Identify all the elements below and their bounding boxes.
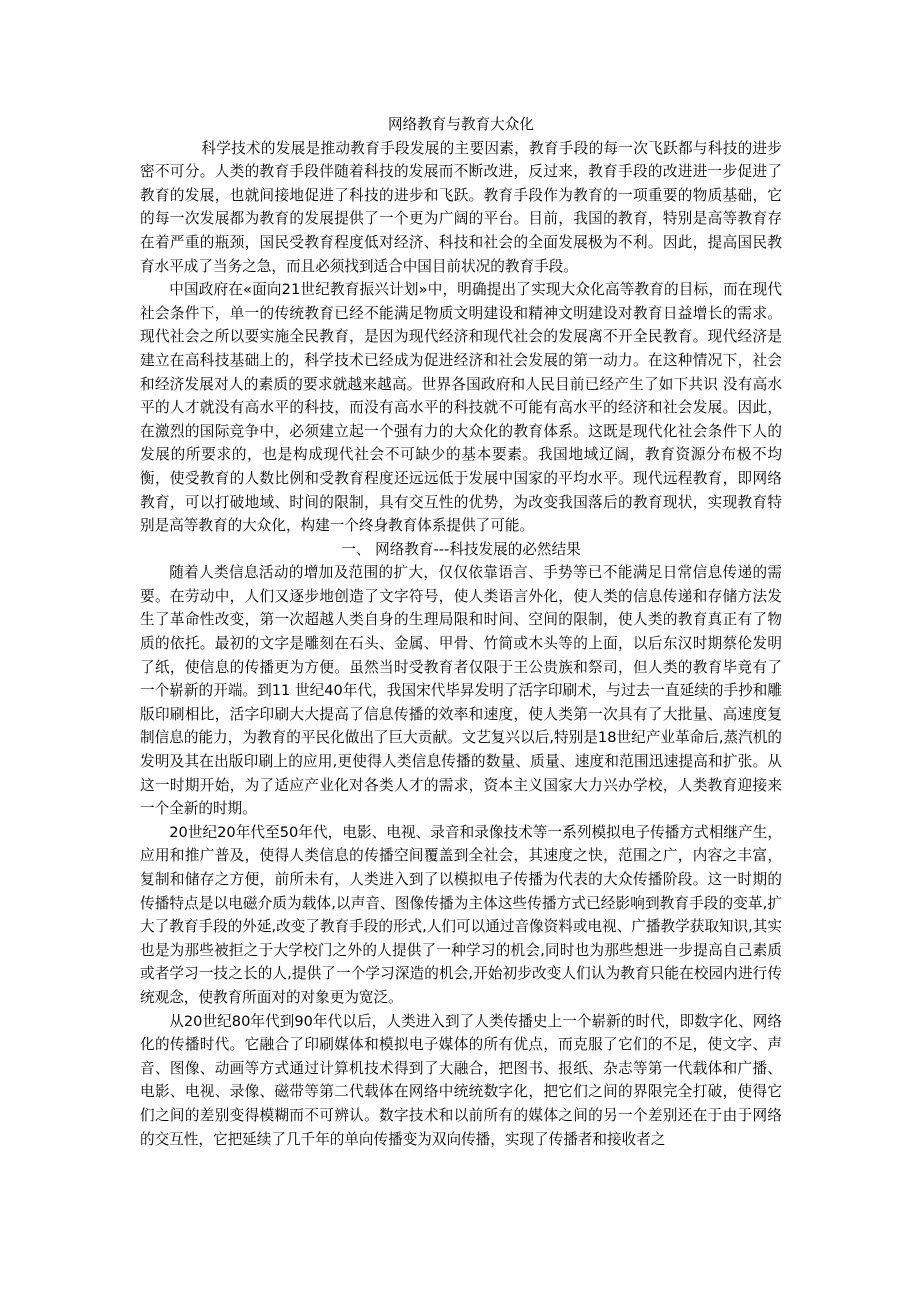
document-body — [140, 113, 782, 1151]
paragraph-electronic-media: 20世纪20年代至50年代，电影、电视、录音和录像技术等一系列模拟电子传播方式相继产生，应用和推广普及，使得人类信息的传播空间覆盖到全社会，其速度之快，范围之广，内容之丰富，复制和储存之方便，前所未有，人类进入到了以模拟电子传播为代表的大众传播阶段。这一时期的传播特点是以电磁介质为载体,以声音、图像传播为主体这些传播方式已经影响到教育手段的变革,扩大了教育手段的外延,改变了教育手段的形式,人们可以通过音像资料或电视、广播教学获取知识,其实也是为那些被拒之于大学校门之外的人提供了一种学习的机会,同时也为那些想进一步提高自己素质或者学习一技之长的人,提供了一个学习深造的机会,开始初步改变人们认为教育只能在校园内进行传统观念，使教育所面对的对象更为宽泛。 — [140, 823, 782, 1006]
document-title: 网络教育与教育大众化 — [388, 116, 534, 133]
paragraph-intro: 科学技术的发展是推动教育手段发展的主要因素，教育手段的每一次飞跃都与科技的进步密不可分。人类的教育手段伴随着科技的发展而不断改进，反过来，教育手段的改进进一步促进了教育的发展，也就间接地促进了科技的进步和飞跃。教育手段作为教育的一项重要的物质基础，它的每一次发展都为教育的发展提供了一个更为广阔的平台。目前，我国的教育，特别是高等教育存在着严重的瓶颈，国民受教育程度低对经济、科技和社会的全面发展极为不利。因此，提高国民教育水平成了当务之急，而且必须找到适合中国目前状况的教育手段。 — [140, 139, 782, 275]
paragraph-government-plan: 中国政府在«面向21世纪教育振兴计划»中，明确提出了实现大众化高等教育的目标，而在现代社会条件下，单一的传统教育已经不能满足物质文明建设和精神文明建设对教育日益增长的需求。现代社会之所以要实施全民教育，是因为现代经济和现代社会的发展离不开全民教育。现代经济是建立在高科技基础上的，科学技术已经成为促进经济和社会发展的第一动力。在这种情况下，社会和经济发展对人的素质的要求就越来越高。世界各国政府和人民目前已经产生了如下共识 没有高水平的人才就没有高水平的科技，而没有高水平的科技就不可能有高水平的经济和社会发展。因此，在激烈的国际竞争中，必须建立起一个强有力的大众化的教育体系。这既是现代化社会条件下人的发展的所要求的，也是构成现代社会不可缺少的基本要素。我国地域辽阔，教育资源分布极不均衡，使受教育的人数比例和受教育程度还远远低于发展中国家的平均水平。现代远程教育，即网络教育，可以打破地域、时间的限制，具有交互性的优势，为改变我国落后的教育现状，实现教育特别是高等教育的大众化，构建一个终身教育体系提供了可能。 — [140, 281, 782, 535]
paragraph-digital-era: 从20世纪80年代到90年代以后，人类进入到了人类传播史上一个崭新的时代，即数字化、网络化的传播时代。它融合了印刷媒体和模拟电子媒体的所有优点，而克服了它们的不足，使文字、声音、图像、动画等方式通过计算机技术得到了大融合，把图书、报纸、杂志等第一代载体和广播、电影、电视、录像、磁带等第二代载体在网络中统统数字化，把它们之间的界限完全打破，使得它们之间的差别变得模糊而不可辨认。数字技术和以前所有的媒体之间的另一个差别还在于由于网络的交互性，它把延续了几千年的单向传播变为双向传播，实现了传播者和接收者之 — [140, 1012, 782, 1148]
paragraph-history-writing: 随着人类信息活动的增加及范围的扩大，仅仅依靠语言、手势等已不能满足日常信息传递的需要。在劳动中，人们又逐步地创造了文字符号，使人类语言外化，使人类的信息传递和存储方法发生了革命性改变，第一次超越人类自身的生理局限和时间、空间的限制，使人类的教育真正有了物质的依托。最初的文字是雕刻在石头、金属、甲骨、竹简或木头等的上面，以后东汉时期蔡伦发明了纸，使信息的传播更为方便。虽然当时受教育者仅限于王公贵族和祭司，但人类的教育毕竟有了一个崭新的开端。到11 世纪40年代，我国宋代毕昇发明了活字印刷术，与过去一直延续的手抄和雕版印刷相比，活字印刷大大提高了信息传播的效率和速度，使人类第一次具有了大批量、高速度复制信息的能力，为教育的平民化做出了巨大贡献。文艺复兴以后,特别是18世纪产业革命后,蒸汽机的发明及其在出版印刷上的应用,更使得人类信息传播的数量、质量、速度和范围迅速提高和扩张。从这一时期开始，为了适应产业化对各类人才的需求，资本主义国家大力兴办学校，人类教育迎接来一个全新的时期。 — [140, 564, 782, 818]
section-heading: 一、 网络教育---科技发展的必然结果 — [341, 540, 581, 558]
